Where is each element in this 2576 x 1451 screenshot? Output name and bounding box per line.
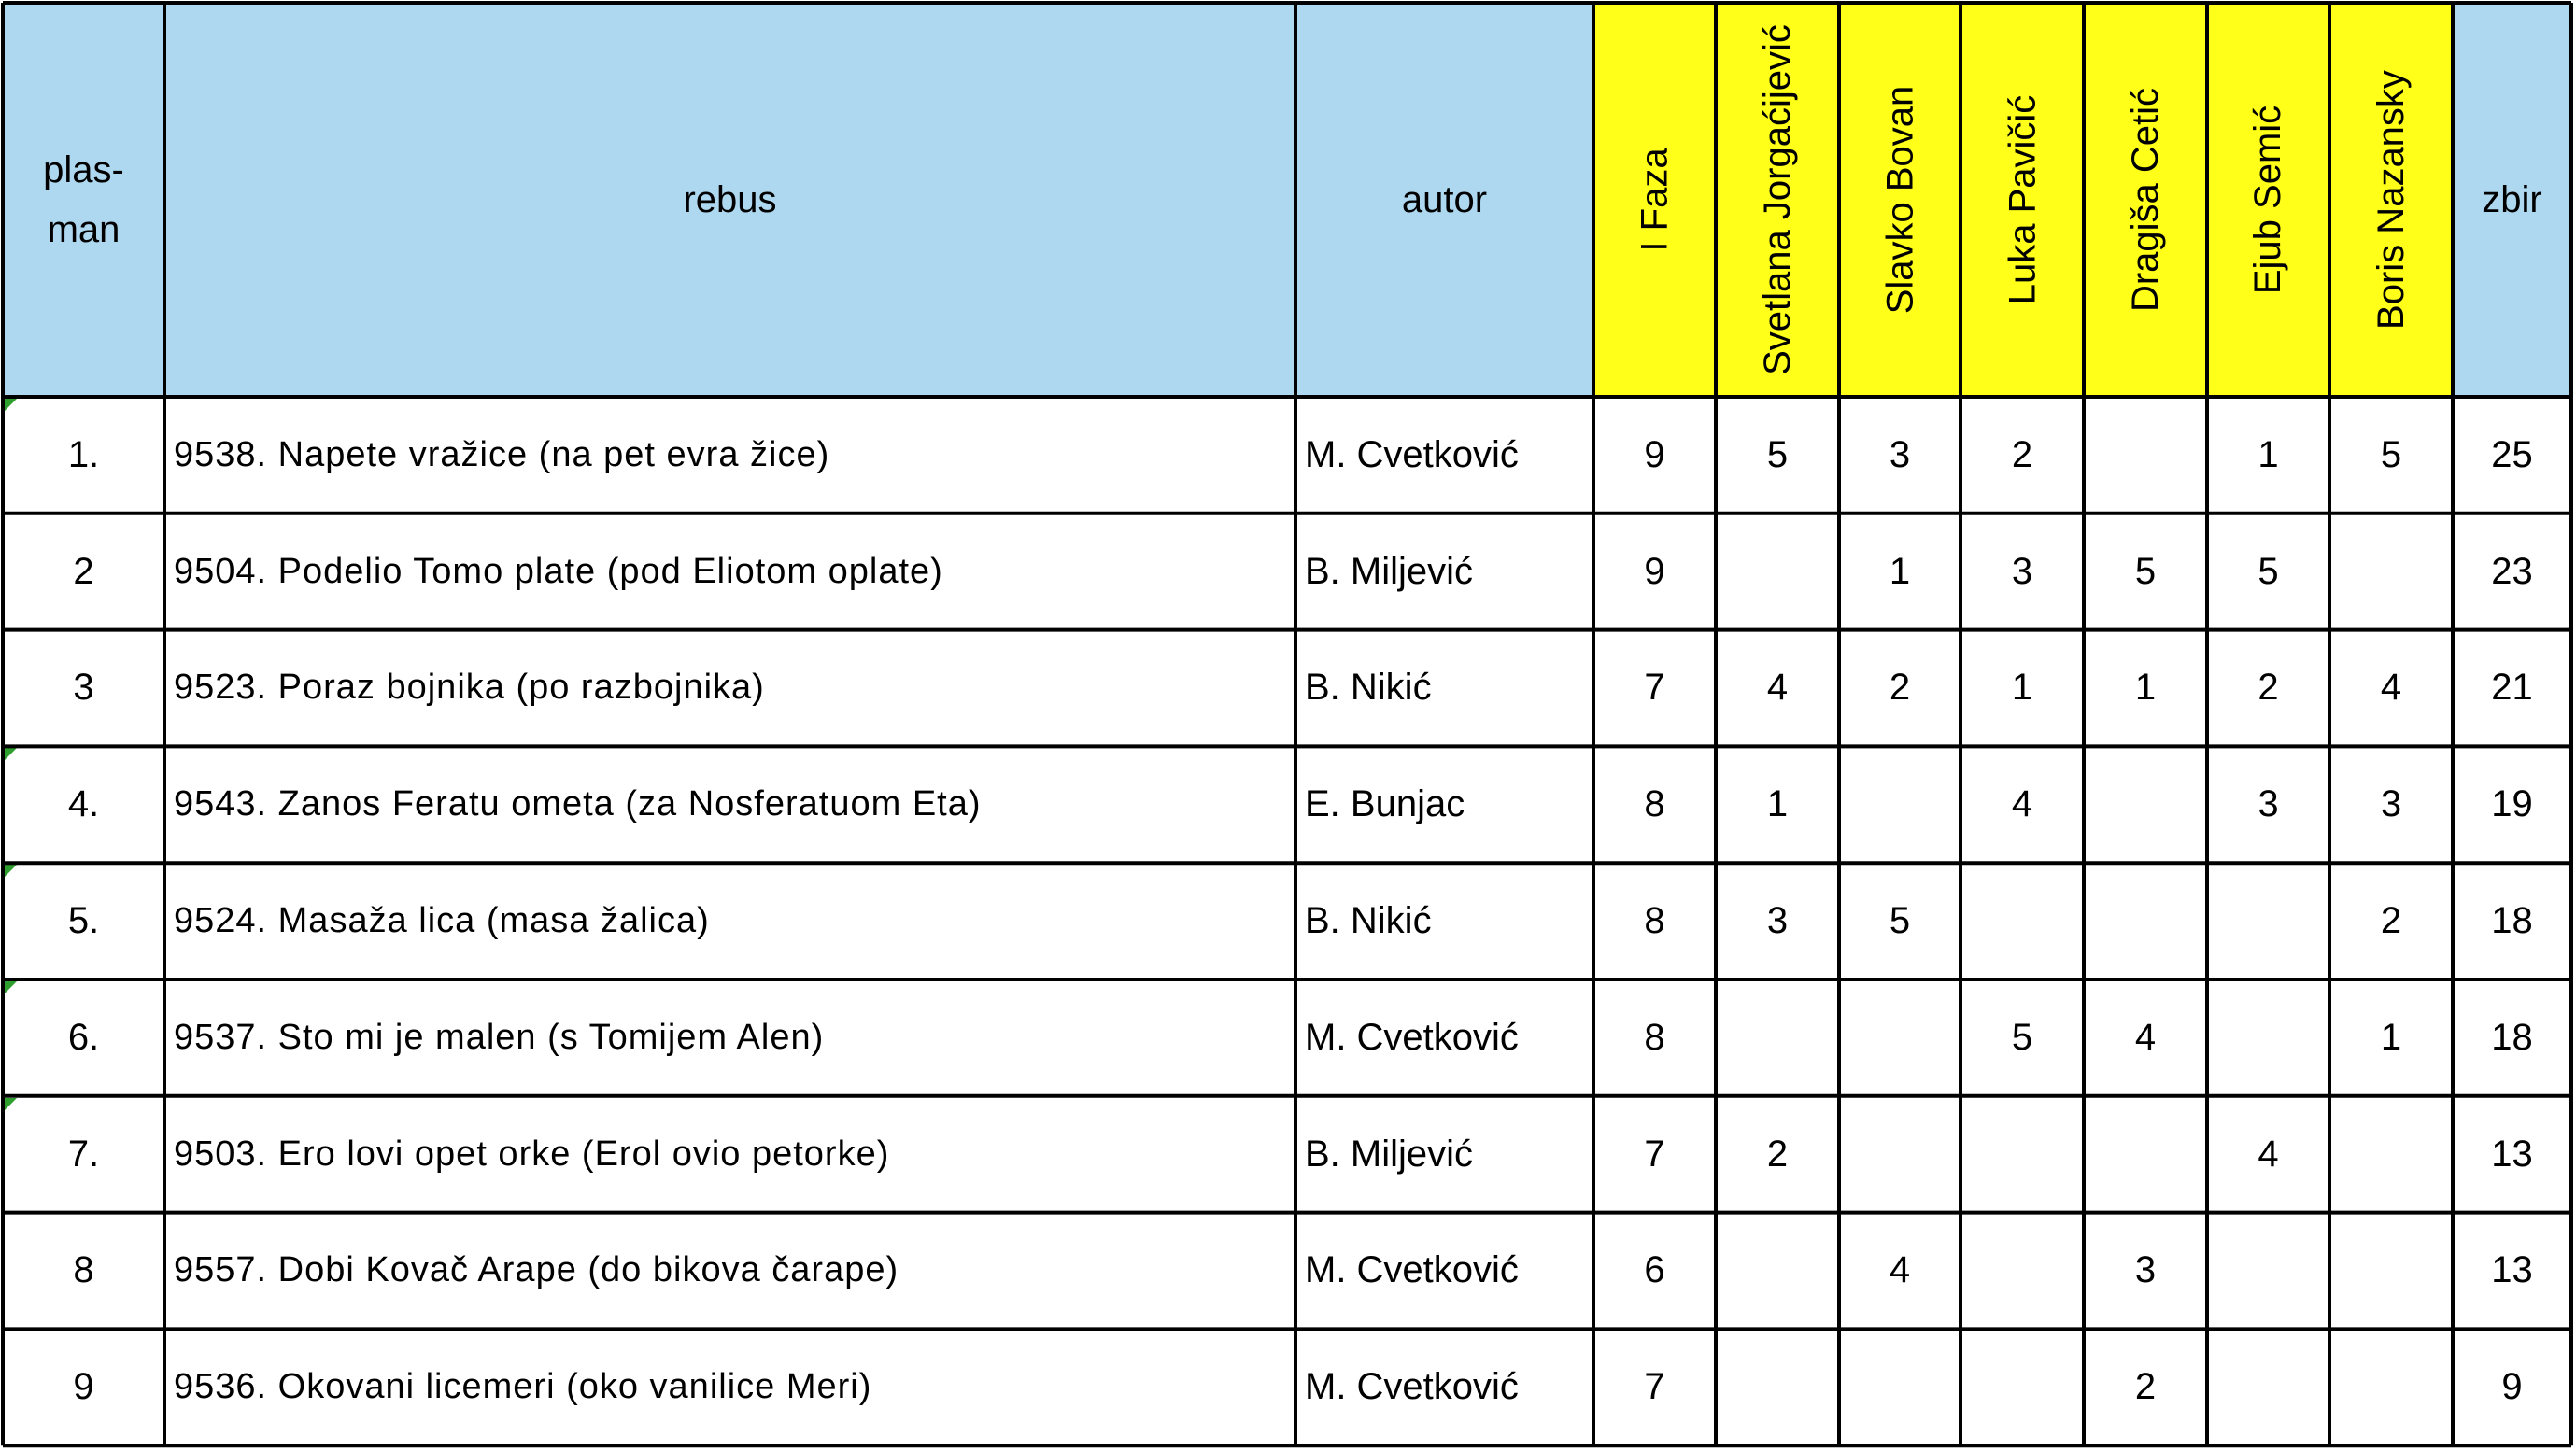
cell-score: 4 — [1766, 667, 1789, 709]
cell-score: 3 — [2011, 550, 2033, 592]
cell-plasman: 1. — [67, 433, 100, 475]
cell-score: 2 — [1766, 1133, 1789, 1175]
header-plasman-line: man — [47, 209, 120, 250]
cell-autor: B. Miljević — [1305, 550, 1474, 592]
cell-score: 1 — [2380, 1016, 2402, 1058]
cell-score: 4 — [2011, 783, 2033, 825]
header-judge-label: Slavko Bovan — [1879, 85, 1920, 315]
cell-score: 5 — [2258, 550, 2279, 592]
cell-rebus: 9504. Podelio Tomo plate (pod Eliotom oplate) — [174, 551, 943, 591]
cell-score: 2 — [2380, 900, 2402, 942]
cell-rebus: 9503. Ero lovi opet orke (Erol ovio petorke) — [174, 1134, 890, 1174]
cell-plasman: 3 — [73, 667, 94, 709]
cell-score: 3 — [2258, 783, 2279, 825]
cell-score: 7 — [1644, 1133, 1665, 1175]
cell-score: 3 — [1766, 900, 1789, 942]
cell-zbir: 19 — [2491, 783, 2533, 825]
cell-rebus: 9543. Zanos Feratu ometa (za Nosferatuom Eta) — [174, 784, 982, 824]
cell-zbir: 13 — [2491, 1249, 2533, 1291]
cell-score: 5 — [1766, 433, 1789, 475]
cell-score: 8 — [1644, 900, 1665, 942]
cell-zbir: 21 — [2491, 667, 2533, 709]
cell-plasman: 6. — [67, 1016, 100, 1058]
cell-autor: B. Nikić — [1305, 900, 1432, 942]
header-judge-label: Ejub Semić — [2247, 105, 2289, 295]
cell-autor: M. Cvetković — [1305, 1016, 1519, 1058]
header-judge-label: I Faza — [1634, 148, 1676, 252]
cell-score: 1 — [1766, 783, 1789, 825]
cell-score: 4 — [2380, 667, 2402, 709]
cell-score: 2 — [2134, 1366, 2157, 1408]
cell-score: 5 — [2134, 550, 2157, 592]
cell-autor: M. Cvetković — [1305, 1249, 1519, 1291]
header-autor: autor — [1295, 3, 1593, 397]
cell-rebus: 9524. Masaža lica (masa žalica) — [174, 901, 710, 941]
cell-score: 2 — [2011, 433, 2033, 475]
cell-autor: E. Bunjac — [1305, 783, 1465, 825]
cell-zbir: 18 — [2491, 900, 2533, 942]
cell-score: 5 — [2380, 433, 2402, 475]
cell-score: 7 — [1644, 667, 1665, 709]
cell-score: 8 — [1644, 1016, 1665, 1058]
cell-score: 1 — [1889, 550, 1911, 592]
cell-rebus: 9557. Dobi Kovač Arape (do bikova čarape) — [174, 1250, 899, 1290]
cell-zbir: 23 — [2491, 550, 2533, 592]
cell-score: 9 — [1644, 550, 1665, 592]
cell-score: 1 — [2011, 667, 2033, 709]
cell-plasman: 5. — [67, 900, 100, 942]
cell-score: 9 — [1644, 433, 1665, 475]
cell-zbir: 13 — [2491, 1133, 2533, 1175]
header-judge-label: Svetlana Jorgaćijević — [1757, 24, 1798, 375]
cell-score: 2 — [2258, 667, 2279, 709]
cell-score: 1 — [2258, 433, 2279, 475]
cell-autor: M. Cvetković — [1305, 433, 1519, 475]
cell-zbir: 9 — [2501, 1366, 2523, 1408]
cell-plasman: 4. — [67, 783, 100, 825]
cell-rebus: 9523. Poraz bojnika (po razbojnika) — [174, 668, 765, 708]
cell-score: 6 — [1644, 1249, 1665, 1291]
cell-score: 5 — [1889, 900, 1911, 942]
cell-zbir: 25 — [2491, 433, 2533, 475]
cell-autor: B. Nikić — [1305, 667, 1432, 709]
cell-plasman: 9 — [73, 1366, 94, 1408]
cell-score: 7 — [1644, 1366, 1665, 1408]
cell-score: 4 — [2258, 1133, 2279, 1175]
cell-score: 5 — [2011, 1016, 2033, 1058]
header-rebus: rebus — [164, 3, 1295, 397]
cell-zbir: 18 — [2491, 1016, 2533, 1058]
cell-score: 3 — [2134, 1249, 2157, 1291]
header-judge-label: Luka Pavičić — [2002, 94, 2043, 305]
header-plasman-line: plas- — [43, 149, 124, 190]
header-zbir: zbir — [2453, 3, 2571, 397]
cell-score: 8 — [1644, 783, 1665, 825]
cell-score: 2 — [1889, 667, 1911, 709]
cell-score: 4 — [1889, 1249, 1911, 1291]
cell-rebus: 9537. Sto mi je malen (s Tomijem Alen) — [174, 1017, 825, 1057]
cell-rebus: 9536. Okovani licemeri (oko vanilice Meri) — [174, 1367, 872, 1407]
cell-score: 3 — [2380, 783, 2402, 825]
cell-plasman: 8 — [73, 1249, 94, 1291]
header-judge-label: Boris Nazansky — [2371, 70, 2412, 330]
cell-plasman: 2 — [73, 550, 94, 592]
cell-plasman: 7. — [67, 1133, 100, 1175]
header-judge-label: Dragiša Cetić — [2125, 87, 2167, 313]
cell-rebus: 9538. Napete vražice (na pet evra žice) — [174, 434, 830, 474]
cell-score: 4 — [2134, 1016, 2157, 1058]
cell-autor: B. Miljević — [1305, 1133, 1474, 1175]
cell-score: 3 — [1889, 433, 1911, 475]
cell-autor: M. Cvetković — [1305, 1366, 1519, 1408]
cell-score: 1 — [2134, 667, 2157, 709]
